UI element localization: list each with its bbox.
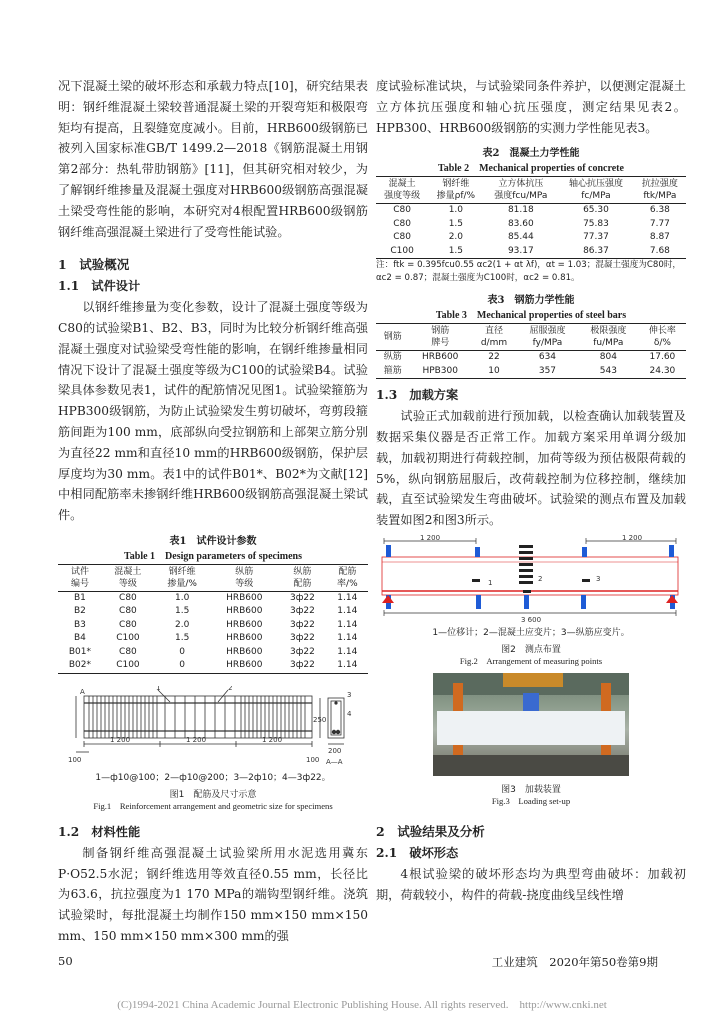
table-cell: 1.5 bbox=[175, 633, 190, 644]
table1-header: 试件 编号 bbox=[58, 564, 102, 591]
section-1-3-title: 1.3 加载方案 bbox=[376, 388, 459, 403]
intro-paragraph: 况下混凝土梁的破坏形态和承载力特点[10]，研究结果表明：钢纤维混凝土梁较普通混凝土梁的开裂弯矩和极限弯矩均有提高，且裂缝宽度减小。目前，HRB600级钢筋已被列入国家标准GB/T 1499.2—2018《钢筋混凝土用钢 第2部分：热轧带肋钢筋》[11]，但其研究相对较少，为了解钢纤维掺量及混凝土强度对HRB600级钢筋高强混凝土梁受弯性能的影响，本研究对4根配置HRB600级钢筋钢纤维高强混凝土梁进行了受弯性能试验。 bbox=[58, 79, 368, 239]
fig2-label-2: 2 bbox=[538, 574, 543, 583]
table1-header: 钢纤维 掺量/% bbox=[154, 564, 210, 591]
table3-header: 伸长率 δ/% bbox=[639, 324, 686, 351]
table3 bbox=[376, 323, 686, 379]
table-cell: 85.44 bbox=[507, 232, 534, 243]
section-1-title: 1 试验概况 bbox=[58, 257, 130, 273]
fig2-dim-3600: 3 600 bbox=[521, 615, 542, 624]
table3-header: 屈服强度 fy/MPa bbox=[517, 324, 578, 351]
table-cell: 86.37 bbox=[558, 245, 634, 259]
table-cell: B02* bbox=[58, 659, 102, 673]
table-cell: 1.14 bbox=[327, 659, 368, 673]
fig1-label-1: 1 bbox=[156, 685, 161, 692]
table-cell: C80 bbox=[119, 619, 137, 630]
section-1-2-title: 1.2 材料性能 bbox=[58, 824, 141, 839]
table1-title-en: Table 1 Design parameters of specimens bbox=[124, 550, 302, 562]
table-cell: C80 bbox=[393, 218, 411, 229]
table-row bbox=[58, 659, 368, 673]
table-cell: C80 bbox=[119, 606, 137, 617]
table1 bbox=[58, 564, 368, 674]
section-1-3-paragraph: 试验正式加载前进行预加载，以检查确认加载装置及数据采集仪器是否正常工作。加载方案采用单调分级加载，加载初期进行荷载控制，加荷等级为预估极限荷载的5%，纵向钢筋屈服后，改荷载控制为位移控制，继续加载，直至试验梁发生弯曲破坏。试验梁的测点布置及加载装置如图2和图3所示。 bbox=[376, 409, 686, 528]
fig2-dim-1200b: 1 200 bbox=[622, 534, 643, 542]
section-1-1-paragraph: 以钢纤维掺量为变化参数，设计了混凝土强度等级为C80的试验梁B1、B2、B3，同时为比较分析钢纤维高强混凝土强度对试验梁受弯性能的影响，在钢纤维掺量相同情况下设计了混凝土强度等级为C100的试验梁B4。试验梁具体参数见表1，试件的配筋情况见图1。试验梁箍筋为HPB300级钢筋，为防止试验梁发生剪切破坏，弯剪段箍筋间距为100 mm，底部纵向受拉钢筋和上部架立筋分别为直径22 mm和直径10 mm的HRB600级钢筋，保护层厚度均为30 mm。表1中的试件B01*、B02*为文献[12]中相同配筋率未掺钢纤维HRB600级钢筋高强混凝土梁试件。 bbox=[58, 300, 368, 523]
table3-header: 钢筋 bbox=[376, 324, 410, 351]
fig1-label-4: 4 bbox=[347, 709, 352, 718]
table-cell: C100 bbox=[376, 245, 428, 259]
table-row bbox=[376, 365, 686, 379]
table-cell: 7.68 bbox=[634, 245, 686, 259]
table-cell: 1.14 bbox=[337, 592, 358, 603]
table-cell: 22 bbox=[488, 352, 500, 363]
table-cell: B3 bbox=[73, 619, 86, 630]
fig2-label-1: 1 bbox=[488, 578, 493, 587]
table-cell: HRB600 bbox=[210, 659, 278, 673]
table2-header: 轴心抗压强度 fc/MPa bbox=[558, 177, 634, 204]
table-row bbox=[58, 591, 368, 605]
fig1-label-2: 2 bbox=[228, 685, 233, 692]
table2-header: 立方体抗压 强度fcu/MPa bbox=[484, 177, 559, 204]
fig1-caption-cn: 图1 配筋及尺寸示意 bbox=[169, 789, 257, 800]
table2-title-cn: 表2 混凝土力学性能 bbox=[482, 148, 580, 160]
fig1-section-aa: A—A bbox=[326, 757, 343, 766]
table2-header: 抗拉强度 ftk/MPa bbox=[634, 177, 686, 204]
table-cell: 357 bbox=[517, 365, 578, 379]
table-cell: B2 bbox=[73, 606, 86, 617]
table-row bbox=[58, 632, 368, 646]
table-cell: 804 bbox=[599, 352, 617, 363]
table-cell: B1 bbox=[73, 592, 86, 603]
page-number: 50 bbox=[58, 954, 73, 968]
table-row bbox=[376, 351, 686, 365]
fig1-dim-100a: 100 bbox=[68, 755, 82, 764]
table-cell: 3ф22 bbox=[289, 619, 315, 630]
table2-note: 注：ftk = 0.395fcu0.55 αc2(1 + αt λf)，αt = 1.03；混凝土强度为C80时，αc2 = 0.87；混凝土强度为C100时，αc2 = 0.81。 bbox=[376, 260, 682, 284]
fig2-measuring-points-drawing bbox=[376, 535, 686, 625]
table-cell: 1.5 bbox=[428, 245, 483, 259]
table-cell: 1.5 bbox=[448, 218, 464, 229]
table1-title-cn: 表1 试件设计参数 bbox=[169, 535, 257, 547]
fig1-dim-1: 1 200 bbox=[110, 735, 131, 744]
table3-header: 直径 d/mm bbox=[471, 324, 517, 351]
fig2-legend: 1—位移计；2—混凝土应变片；3—纵筋应变片。 bbox=[432, 627, 630, 638]
table-cell: 2.0 bbox=[448, 232, 464, 243]
table-cell: HRB600 bbox=[226, 606, 263, 617]
fig1-dim-3: 1 200 bbox=[262, 735, 283, 744]
table-cell: B01* bbox=[68, 646, 92, 657]
table-cell: HRB600 bbox=[226, 646, 263, 657]
table-cell: HRB600 bbox=[226, 633, 263, 644]
fig3-caption-en: Fig.3 Loading set-up bbox=[491, 795, 571, 806]
table-row bbox=[376, 245, 686, 259]
table-cell: 1.14 bbox=[337, 646, 358, 657]
table-cell: 77.37 bbox=[583, 232, 609, 243]
table2-header: 混凝土 强度等级 bbox=[376, 177, 428, 204]
table-cell: HRB600 bbox=[226, 619, 263, 630]
table-cell: HPB300 bbox=[410, 365, 471, 379]
table3-title-cn: 表3 钢筋力学性能 bbox=[487, 295, 575, 307]
fig2-dim-1200a: 1 200 bbox=[420, 534, 441, 542]
table1-header: 混凝土 等级 bbox=[102, 564, 154, 591]
table-cell: 6.38 bbox=[649, 205, 670, 216]
fig1-label-a: A bbox=[80, 687, 85, 696]
table-cell: 1.0 bbox=[448, 205, 464, 216]
section-2-1-paragraph: 4根试验梁的破坏形态均为典型弯曲破坏：加载初期，荷载较小，构件的荷载-挠度曲线呈线性增 bbox=[376, 866, 686, 902]
table-cell: C80 bbox=[119, 646, 137, 657]
table-cell: 1.14 bbox=[337, 606, 358, 617]
table-cell: C80 bbox=[119, 592, 137, 603]
table-cell: 24.30 bbox=[639, 365, 686, 379]
table-cell: 8.87 bbox=[649, 232, 670, 243]
copyright-watermark: (C)1994-2021 China Academic Journal Electronic Publishing House. All rights reserved. http://www.cnki.net bbox=[117, 999, 607, 1011]
table-cell: 1.5 bbox=[175, 606, 190, 617]
section-2-1-title: 2.1 破坏形态 bbox=[376, 845, 459, 860]
table-cell: 17.60 bbox=[649, 352, 676, 363]
table3-header: 钢筋 牌号 bbox=[410, 324, 471, 351]
fig2-caption-en: Fig.2 Arrangement of measuring points bbox=[459, 655, 603, 666]
table1-header: 纵筋 配筋 bbox=[278, 564, 326, 591]
table-row bbox=[376, 218, 686, 232]
fig3-caption-cn: 图3 加载装置 bbox=[501, 784, 561, 795]
table-cell: 75.83 bbox=[583, 218, 609, 229]
table3-header: 极限强度 fu/MPa bbox=[578, 324, 639, 351]
table3-title-en: Table 3 Mechanical properties of steel bars bbox=[435, 310, 627, 322]
table-cell: C80 bbox=[393, 205, 411, 216]
section-1-1-title: 1.1 试件设计 bbox=[58, 279, 141, 294]
table-cell: C100 bbox=[102, 659, 154, 673]
fig1-dim-2: 1 200 bbox=[186, 735, 207, 744]
table-row bbox=[58, 646, 368, 660]
fig1-dim-100b: 100 bbox=[306, 755, 320, 764]
fig1-dim-200: 200 bbox=[328, 746, 342, 755]
journal-info: 工业建筑 2020年第50卷第9期 bbox=[491, 955, 658, 969]
table-cell: 1.0 bbox=[175, 592, 190, 603]
table-cell: 10 bbox=[471, 365, 517, 379]
right-top-paragraph: 度试验标准试块，与试验梁同条件养护，以便测定混凝土立方体抗压强度和轴心抗压强度，测定结果见表2。HPB300、HRB600级钢筋的实测力学性能见表3。 bbox=[376, 79, 686, 135]
table-cell: B4 bbox=[73, 633, 86, 644]
table-cell: 箍筋 bbox=[376, 365, 410, 379]
table-cell: 3ф22 bbox=[289, 633, 315, 644]
table-cell: 93.17 bbox=[484, 245, 559, 259]
table-cell: 0 bbox=[154, 659, 210, 673]
table-cell: 3ф22 bbox=[289, 592, 315, 603]
table-cell: 65.30 bbox=[583, 205, 609, 216]
table-cell: 3ф22 bbox=[289, 646, 315, 657]
table1-header: 纵筋 等级 bbox=[210, 564, 278, 591]
fig3-loading-setup-photo bbox=[433, 673, 629, 776]
table-cell: 543 bbox=[578, 365, 639, 379]
table2 bbox=[376, 176, 686, 259]
fig1-label-3: 3 bbox=[347, 690, 352, 699]
table-cell: 3ф22 bbox=[289, 606, 315, 617]
table-cell: 3ф22 bbox=[278, 659, 326, 673]
table-cell: 7.77 bbox=[649, 218, 670, 229]
table-cell: 83.60 bbox=[507, 218, 534, 229]
table-cell: 1.14 bbox=[337, 619, 358, 630]
fig2-caption-cn: 图2 测点布置 bbox=[501, 644, 561, 655]
table-cell: C80 bbox=[393, 232, 411, 243]
table-row bbox=[58, 605, 368, 619]
table-cell: 0 bbox=[179, 646, 186, 657]
fig1-dim-250: 250 bbox=[313, 715, 327, 724]
table1-header: 配筋 率/% bbox=[327, 564, 368, 591]
table-row bbox=[376, 231, 686, 245]
right-column bbox=[376, 76, 686, 905]
fig1-caption-en: Fig.1 Reinforcement arrangement and geometric size for specimens bbox=[93, 800, 333, 811]
fig1-reinforcement-drawing bbox=[58, 686, 368, 770]
table-row bbox=[58, 619, 368, 633]
table-cell: HRB600 bbox=[422, 352, 459, 363]
section-2-title: 2 试验结果及分析 bbox=[376, 823, 485, 839]
fig2-label-3: 3 bbox=[596, 574, 601, 583]
left-column bbox=[58, 76, 368, 947]
table-cell: C100 bbox=[116, 633, 140, 644]
table-cell: 纵筋 bbox=[383, 352, 402, 363]
table-cell: HRB600 bbox=[226, 592, 263, 603]
table-cell: 2.0 bbox=[175, 619, 190, 630]
table-row bbox=[376, 204, 686, 218]
table2-header: 钢纤维 掺量ρf/% bbox=[428, 177, 483, 204]
section-1-2-paragraph: 制备钢纤维高强混凝土试验梁所用水泥选用冀东P·O52.5水泥；钢纤维选用等效直径0.55 mm，长径比为63.6，抗拉强度为1 170 MPa的端钩型钢纤维。浇筑试验梁时，每批混凝土均制作150 mm×150 mm×150 mm、150 mm×150 mm×300 mm的强 bbox=[58, 845, 368, 943]
table2-title-en: Table 2 Mechanical properties of concrete bbox=[438, 163, 624, 175]
table-cell: 1.14 bbox=[337, 633, 358, 644]
table-cell: 634 bbox=[538, 352, 557, 363]
table-cell: 81.18 bbox=[507, 205, 534, 216]
fig1-legend: 1—ф10@100；2—ф10@200；3—2ф10；4—3ф22。 bbox=[95, 772, 331, 783]
